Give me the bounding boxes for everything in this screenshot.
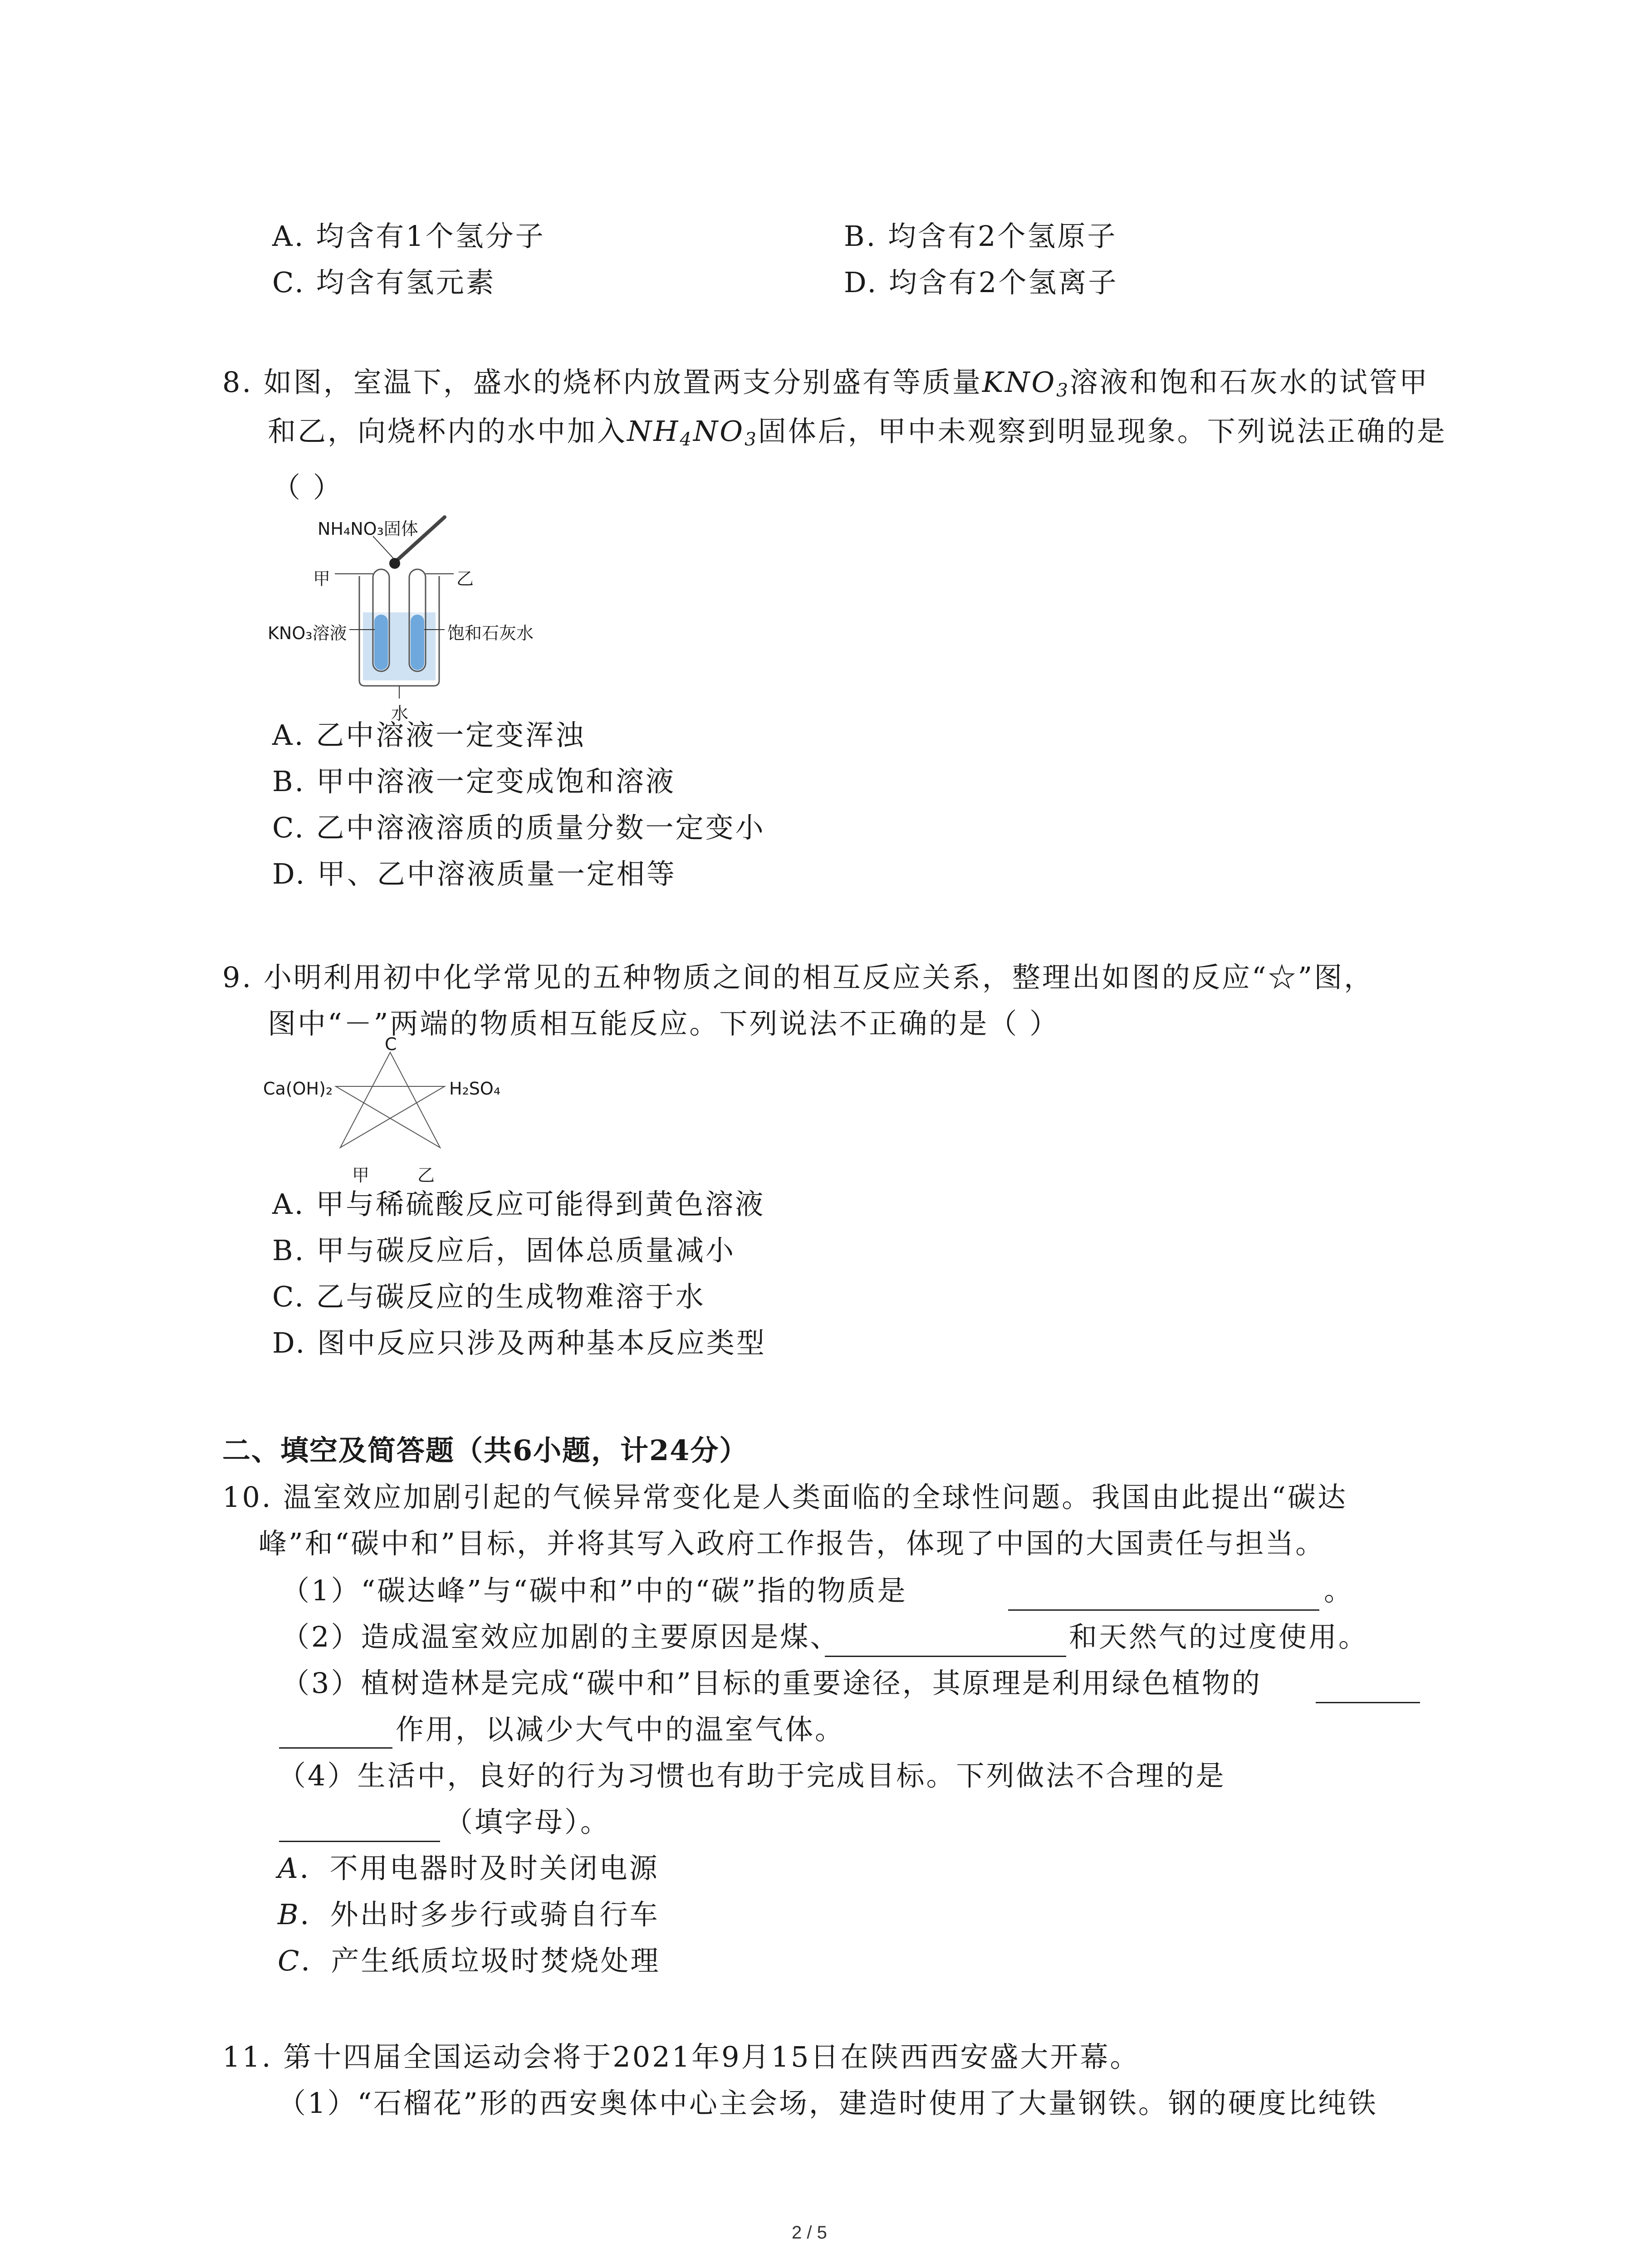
q10-part2-end: 和天然气的过度使用。	[1069, 1620, 1369, 1653]
q10-stem-line2: 峰”和“碳中和”目标，并将其写入政府工作报告，体现了中国的大国责任与担当。	[259, 1527, 1326, 1560]
q9-figure-right: H₂SO₄	[449, 1079, 501, 1099]
q8-figure-label-yi: 乙	[456, 569, 474, 589]
q8-option-d: D. 甲、乙中溶液质量一定相等	[272, 857, 676, 890]
q9-option-d: D. 图中反应只涉及两种基本反应类型	[272, 1326, 766, 1359]
section2-heading: 二、填空及简答题（共6小题，计24分）	[222, 1434, 749, 1467]
q10-part4: （4）生活中，良好的行为习惯也有助于完成目标。下列做法不合理的是	[278, 1759, 1226, 1792]
q7-option-c: C. 均含有氢元素	[272, 266, 496, 299]
q7-option-d: D. 均含有2个氢离子	[844, 266, 1118, 299]
q10-part1: （1）“碳达峰”与“碳中和”中的“碳”指的物质是	[281, 1574, 907, 1607]
q10-part4-blank	[279, 1841, 440, 1842]
q8-option-c: C. 乙中溶液溶质的质量分数一定变小	[272, 811, 765, 844]
q9-figure-top: C	[385, 1034, 397, 1054]
q9-option-a: A. 甲与稀硫酸反应可能得到黄色溶液	[272, 1188, 765, 1221]
q10-part3-cont: 作用，以减少大气中的温室气体。	[396, 1713, 845, 1746]
q7-option-a: A. 均含有1个氢分子	[272, 220, 545, 253]
q9-figure-bottom-right: 乙	[417, 1165, 435, 1185]
q10-part3-blank-b	[279, 1747, 392, 1749]
q8-answer-paren: （ ）	[272, 471, 343, 504]
q9-stem-line1: 9. 小明利用初中化学常见的五种物质之间的相互反应关系，整理出如图的反应“☆”图，	[222, 961, 1374, 994]
q8-option-a: A. 乙中溶液一定变浑浊	[272, 719, 586, 752]
q10-stem-line1: 10. 温室效应加剧引起的气候异常变化是人类面临的全球性问题。我国由此提出“碳达	[222, 1481, 1348, 1514]
q10-part2: （2）造成温室效应加剧的主要原因是煤、	[281, 1620, 840, 1653]
q9-figure-left: Ca(OH)₂	[263, 1079, 333, 1099]
q8-figure-label-kno3: KNO₃溶液	[268, 623, 347, 643]
q10-choice-c: C．产生纸质垃圾时焚烧处理	[278, 1944, 661, 1977]
q8-figure-label-jia: 甲	[313, 569, 331, 589]
q10-part3: （3）植树造林是完成“碳中和”目标的重要途径，其原理是利用绿色植物的	[281, 1667, 1262, 1700]
spatula-tip	[389, 558, 400, 569]
tube-jia-solution	[374, 615, 388, 670]
q8-figure-label-water: 水	[391, 704, 409, 723]
q9-option-b: B. 甲与碳反应后，固体总质量减小	[272, 1234, 735, 1267]
q8-figure-solid-label: NH₄NO₃固体	[318, 519, 418, 539]
q10-choice-b: B．外出时多步行或骑自行车	[278, 1898, 660, 1931]
q10-part2-blank	[825, 1656, 1066, 1657]
tube-yi-solution	[411, 615, 424, 670]
q9-figure-bottom-left: 甲	[352, 1165, 370, 1185]
q10-choice-a: A．不用电器时及时关闭电源	[278, 1852, 659, 1885]
page-number: 2 / 5	[792, 2223, 827, 2243]
q8-stem-line2: 和乙，向烧杯内的水中加入$NH_4NO_3$固体后，甲中未观察到明显现象。下列说法正确的是	[268, 415, 1447, 450]
q8-figure-label-limewater: 饱和石灰水	[447, 623, 534, 643]
q11-part1: （1）“石榴花”形的西安奥体中心主会场，建造时使用了大量钢铁。钢的硬度比纯铁	[278, 2087, 1378, 2120]
q10-part1-end: 。	[1324, 1574, 1354, 1607]
q8-stem-line1: 8. 如图，室温下，盛水的烧杯内放置两支分别盛有等质量$KNO_3$溶液和饱和石灰水的试管甲	[222, 366, 1429, 401]
q10-part4-cont: （填字母）。	[445, 1805, 611, 1838]
q7-option-b: B. 均含有2个氢原子	[844, 220, 1117, 253]
q11-stem-line1: 11. 第十四届全国运动会将于2021年9月15日在陕西西安盛大开幕。	[222, 2040, 1140, 2073]
star-outline	[336, 1052, 445, 1148]
q9-stem-line2: 图中“－”两端的物质相互能反应。下列说法不正确的是（ ）	[268, 1007, 1060, 1040]
q9-option-c: C. 乙与碳反应的生成物难溶于水	[272, 1280, 705, 1313]
q8-option-b: B. 甲中溶液一定变成饱和溶液	[272, 765, 676, 798]
q10-part1-blank	[1008, 1609, 1319, 1611]
q9-star-figure	[331, 1048, 467, 1170]
q10-part3-blank-a	[1316, 1702, 1420, 1703]
